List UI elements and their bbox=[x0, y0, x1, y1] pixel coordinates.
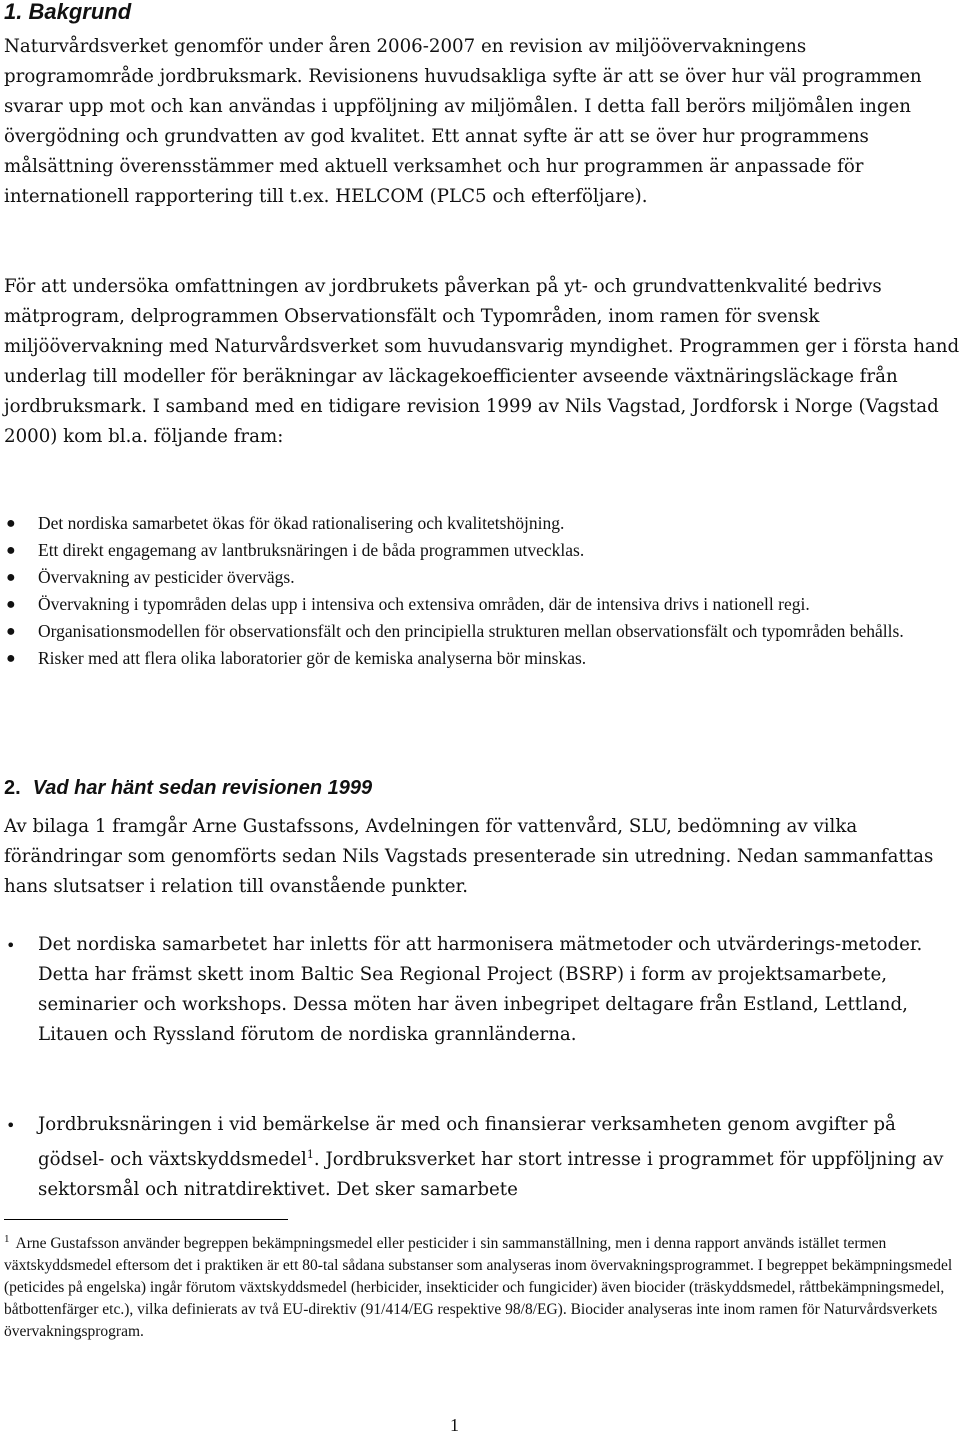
section-2-paragraph-1: Av bilaga 1 framgår Arne Gustafssons, Avdelningen för vattenvård, SLU, bedömning av vilka förändringar som genomförts sedan Nils Vagstads presenterade sin utredning. Nedan sammanfattas hans slutsatser i relation till ovanstående punkter. bbox=[4, 816, 934, 897]
section-2-number: 2. bbox=[4, 777, 21, 799]
list-item: • Jordbruksnäringen i vid bemärkelse är med och finansierar verksamheten genom avgifter på gödsel- och växtskyddsmedel$^1$. Jordbruksverket har stort intresse i programmet för uppföljning av sektorsmål och nitratdirektivet. Det sker samarbete bbox=[4, 1110, 960, 1205]
footnote bbox=[4, 1228, 960, 1343]
bullet-icon: ● bbox=[6, 623, 16, 640]
bullet-icon: • bbox=[6, 936, 16, 955]
section-2-bullet-1 bbox=[4, 930, 960, 1050]
section-2-title: Vad har hänt sedan revisionen 1999 bbox=[32, 777, 373, 799]
section-2-heading bbox=[4, 776, 372, 800]
section-1-bullet-list bbox=[4, 510, 960, 672]
section-1-paragraph-2: För att undersöka omfattningen av jordbrukets påverkan på yt- och grundvattenkvalité bedrivs mätprogram, delprogrammen Observationsfält och Typområden, inom ramen för svensk miljöövervakning med Naturvårdsverket som huvudansvarig myndighet. Programmen ger i första hand underlag till modeller för beräkningar av läckagekoefficienter avseende växtnäringsläckage från jordbruksmark. I samband med en tidigare revision 1999 av Nils Vagstad, Jordforsk i Norge (Vagstad 2000) kom bl.a. följande fram: bbox=[4, 276, 960, 447]
bullet-icon: ● bbox=[6, 542, 16, 559]
footnote-reference[interactable]: 1 bbox=[306, 1148, 314, 1161]
section-1-paragraph-1: Naturvårdsverket genomför under åren 2006-2007 en revision av miljöövervakningens programområde jordbruksmark. Revisionens huvudsakliga syfte är att se över hur väl programmen svarar upp mot och kan användas i uppföljning av miljömålen. I detta fall berörs miljömålen ingen övergödning och grundvatten av god kvalitet. Ett annat syfte är att se över hur programmens målsättning överensstämmer med aktuell verksamhet och hur programmen är anpassade för internationell rapportering till t.ex. HELCOM (PLC5 och efterföljare). bbox=[4, 36, 922, 207]
footnote-divider bbox=[4, 1219, 288, 1220]
footnote-marker: 1 bbox=[4, 1233, 10, 1245]
list-item: ● Ett direkt engagemang av lantbruksnäringen i de båda programmen utvecklas. bbox=[4, 537, 960, 564]
list-item: • Det nordiska samarbetet har inletts för att harmonisera mätmetoder och utvärderings-metoder. Detta har främst skett inom Baltic Sea Regional Project (BSRP) i form av projektsamarbete, seminarier och workshops. Dessa möten har även inbegripet deltagare från Estland, Lettland, Litauen och Ryssland förutom de nordiska grannländerna. bbox=[4, 930, 960, 1050]
list-item: ● Risker med att flera olika laboratorier gör de kemiska analyserna bör minskas. bbox=[4, 645, 960, 672]
bullet-icon: ● bbox=[6, 650, 16, 667]
footnote-text: Arne Gustafsson använder begreppen bekämpningsmedel eller pesticider i sin sammanställning, men i denna rapport används istället termen växtskyddsmedel eftersom det i praktiken är ett 80-tal sådana substanser som analyseras inom övervakningsprogrammet. I begreppet bekämpningsmedel (peticides på engelska) ingår förutom växtskyddsmedel (herbicider, insekticider och fungicider) även biocider (träskyddsmedel, råttbekämpningsmedel, båtbottenfärger etc.), vilka definierats av två EU-direktiv (91/414/EG respektive 98/8/EG). Biocider analyseras inte inom ramen för Naturvårdsverkets övervakningsprogram. bbox=[4, 1235, 953, 1340]
list-item: ● Organisationsmodellen för observationsfält och den principiella strukturen mellan observationsfält och typområden behålls. bbox=[4, 618, 960, 645]
bullet-icon: • bbox=[6, 1116, 16, 1135]
bullet-icon: ● bbox=[6, 569, 16, 586]
bullet-icon: ● bbox=[6, 515, 16, 532]
list-item: ● Övervakning i typområden delas upp i intensiva och extensiva områden, där de intensiva drivs i nationell regi. bbox=[4, 591, 960, 618]
section-2-bullet-2 bbox=[4, 1110, 960, 1205]
bullet-icon: ● bbox=[6, 596, 16, 613]
section-1-heading: 1. Bakgrund bbox=[4, 0, 132, 24]
page-number: 1 bbox=[450, 1415, 459, 1435]
list-item: ● Det nordiska samarbetet ökas för ökad rationalisering och kvalitetshöjning. bbox=[4, 510, 960, 537]
list-item: ● Övervakning av pesticider övervägs. bbox=[4, 564, 960, 591]
